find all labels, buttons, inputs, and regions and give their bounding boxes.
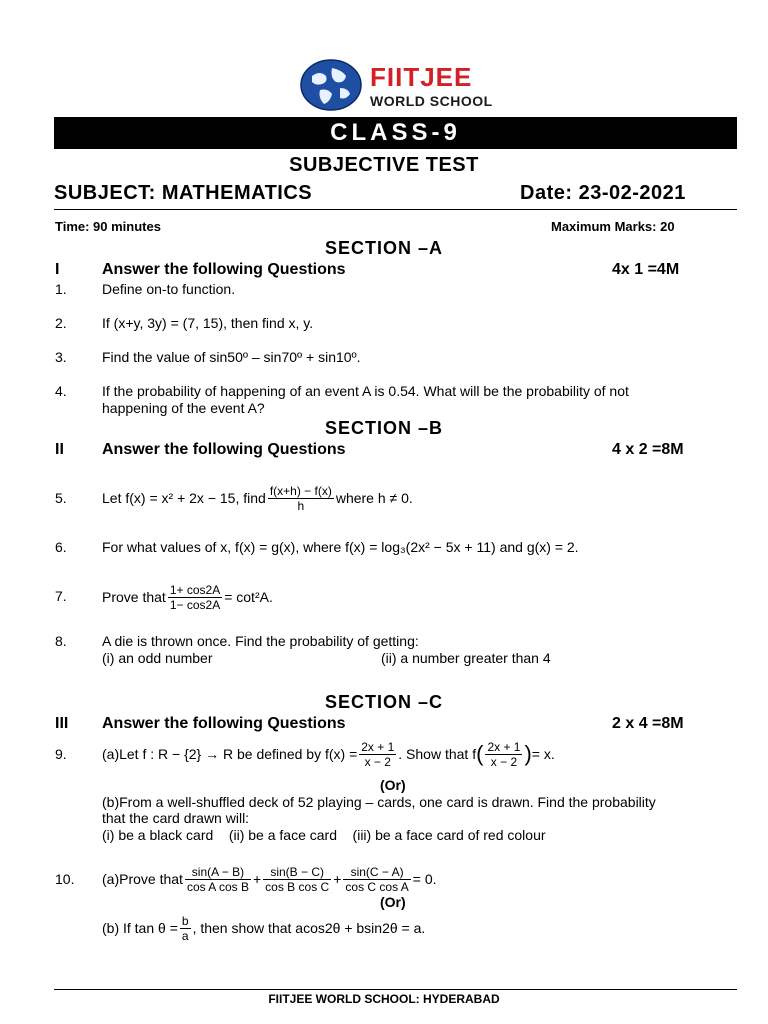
q8-option-2: (ii) a number greater than 4 (381, 650, 551, 666)
globe-icon (298, 58, 364, 112)
question-9b-line1: (b)From a well-shuffled deck of 52 playing – cards, one card is drawn. Find the probability (102, 794, 656, 810)
fraction-numerator: b (181, 913, 189, 928)
q7-fraction (168, 583, 222, 612)
q10-fraction-3 (343, 865, 410, 894)
close-paren: ) (524, 741, 532, 766)
question-number: 9. (55, 746, 67, 762)
subject-label: SUBJECT: MATHEMATICS (54, 182, 313, 204)
question-number: 1. (55, 281, 67, 297)
fraction-numerator: sin(B − C) (263, 865, 331, 880)
q7-prefix: Prove that (102, 589, 166, 605)
fraction-numerator: 2x + 1 (487, 739, 521, 754)
q10-fraction-1 (185, 865, 251, 894)
q5-fraction (268, 484, 334, 513)
fraction-denominator: cos B cos C (265, 879, 330, 894)
class-banner: CLASS-9 (54, 117, 737, 149)
q9-prefix: (a)Let f : R − {2} → R be defined by f(x) = (102, 746, 358, 762)
question-5 (102, 474, 413, 522)
section-c-marks: 2 x 4 =8M (612, 715, 684, 732)
header-divider (54, 209, 737, 210)
q9-fraction (359, 740, 396, 769)
question-number: 2. (55, 315, 67, 331)
section-b-instruction: Answer the following Questions (102, 441, 346, 458)
q10b-suffix: , then show that acos2θ + bsin2θ = a. (192, 920, 426, 936)
fraction-denominator: h (297, 498, 305, 513)
question-9b-line2: that the card drawn will: (102, 810, 250, 826)
question-9b-line3: (i) be a black card (ii) be a face card (iii) be a face card of red colour (102, 827, 546, 843)
question-text: For what values of x, f(x) = g(x), where f(x) = log₃(2x² − 5x + 11) and g(x) = 2. (102, 539, 579, 555)
q5-suffix: where h ≠ 0. (335, 490, 413, 506)
section-b-roman: II (55, 441, 64, 458)
section-a-title: SECTION –A (324, 238, 444, 258)
brand-subtitle: WORLD SCHOOL (370, 93, 493, 109)
q10-suffix: = 0. (412, 871, 437, 887)
school-logo (298, 58, 498, 112)
max-marks-label: Maximum Marks: 20 (551, 219, 675, 234)
q9-fraction-2 (485, 740, 522, 769)
fraction-denominator: x − 2 (490, 754, 518, 769)
footer-divider (54, 989, 737, 990)
question-number: 6. (55, 539, 67, 555)
fraction-denominator: a (181, 928, 189, 943)
question-9a (102, 734, 555, 774)
q10-prefix: (a)Prove that (102, 871, 183, 887)
plus-sign: + (252, 871, 262, 887)
fraction-numerator: 2x + 1 (361, 739, 395, 754)
open-paren: ( (476, 741, 484, 766)
question-10b (102, 910, 425, 946)
section-a-roman: I (55, 261, 60, 278)
question-number: 10. (55, 871, 75, 887)
fraction-denominator: x − 2 (364, 754, 391, 769)
question-text: If (x+y, 3y) = (7, 15), then find x, y. (102, 315, 314, 331)
q8-option-1: (i) an odd number (102, 650, 213, 666)
section-b-marks: 4 x 2 =8M (612, 441, 684, 458)
question-number: 4. (55, 383, 67, 399)
question-text: Define on-to function. (102, 281, 236, 297)
question-number: 8. (55, 633, 67, 649)
q10b-prefix: (b) If tan θ = (102, 920, 178, 936)
question-number: 5. (55, 490, 67, 506)
section-b-title: SECTION –B (324, 418, 444, 438)
test-date: Date: 23-02-2021 (520, 182, 686, 204)
section-c-title: SECTION –C (324, 692, 444, 712)
q7-suffix: = cot²A. (224, 589, 273, 605)
section-a-instruction: Answer the following Questions (102, 261, 346, 278)
q9-middle: . Show that f (398, 746, 477, 762)
time-label: Time: 90 minutes (55, 219, 161, 234)
question-text-continued: happening of the event A? (102, 400, 265, 416)
question-text: A die is thrown once. Find the probability of getting: (102, 633, 419, 649)
fraction-numerator: sin(A − B) (185, 865, 251, 880)
brand-name: FIITJEE (370, 62, 473, 92)
fraction-numerator: f(x+h) − f(x) (269, 483, 332, 498)
question-number: 7. (55, 588, 67, 604)
q10b-fraction (180, 914, 191, 943)
question-number: 3. (55, 349, 67, 365)
fraction-denominator: cos C cos A (345, 879, 409, 894)
fraction-numerator: 1+ cos2A (169, 582, 221, 597)
fraction-numerator: sin(C − A) (343, 865, 410, 880)
section-c-roman: III (55, 715, 69, 732)
q9-suffix: = x. (531, 746, 555, 762)
plus-sign: + (333, 871, 342, 887)
or-label: (Or) (380, 777, 406, 793)
q5-prefix: Let f(x) = x² + 2x − 15, find (102, 490, 266, 506)
q10-fraction-2 (263, 865, 331, 894)
section-c-instruction: Answer the following Questions (102, 715, 346, 732)
question-text: If the probability of happening of an event A is 0.54. What will be the probability of not (102, 383, 629, 399)
question-text: Find the value of sin50º – sin70º + sin10º. (102, 349, 361, 365)
question-7 (102, 574, 273, 620)
fraction-denominator: 1− cos2A (169, 597, 221, 612)
section-a-marks: 4x 1 =4M (612, 261, 680, 278)
fraction-denominator: cos A cos B (186, 879, 249, 894)
footer-text: FIITJEE WORLD SCHOOL: HYDERABAD (268, 992, 500, 1006)
or-label: (Or) (380, 894, 406, 910)
test-title: SUBJECTIVE TEST (289, 154, 479, 176)
